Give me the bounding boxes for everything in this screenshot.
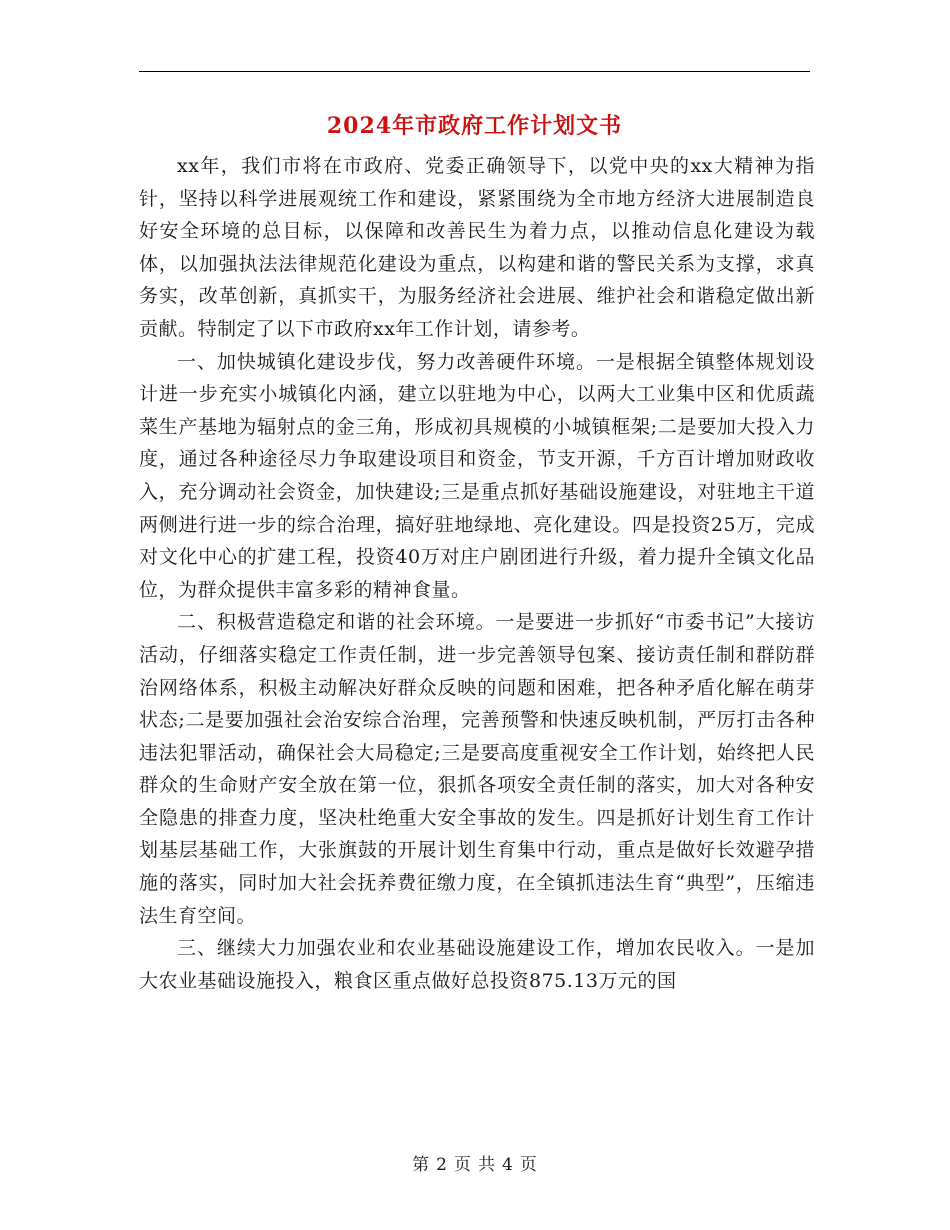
footer-total-unit: 页 xyxy=(519,1155,538,1175)
footer-current-page: 2 xyxy=(436,1155,448,1175)
page-footer xyxy=(0,1153,950,1177)
paragraph-intro: xx年，我们市将在市政府、党委正确领导下，以党中央的xx大精神为指针，坚持以科学进展观统工作和建设，紧紧围绕为全市地方经济大进展制造良好安全环境的总目标，以保障和改善民生为着力点，以推动信息化建设为载体，以加强执法法律规范化建设为重点，以构建和谐的警民关系为支撑，求真务实，改革创新，真抓实干，为服务经济社会进展、维护社会和谐稳定做出新贡献。特制定了以下市政府xx年工作计划，请参考。 xyxy=(139,155,815,340)
document-body xyxy=(139,150,815,997)
footer-total-pages: 4 xyxy=(502,1155,514,1175)
paragraph-section-1: 一、加快城镇化建设步伐，努力改善硬件环境。一是根据全镇整体规划设计进一步充实小城镇化内涵，建立以驻地为中心，以两大工业集中区和优质蔬菜生产基地为辐射点的金三角，形成初具规模的小城镇框架;二是要加大投入力度，通过各种途径尽力争取建设项目和资金，节支开源，千方百计增加财政收入，充分调动社会资金，加快建设;三是重点抓好基础设施建设，对驻地主干道两侧进行进一步的综合治理，搞好驻地绿地、亮化建设。四是投资25万，完成对文化中心的扩建工程，投资40万对庄户剧团进行升级，着力提升全镇文化品位，为群众提供丰富多彩的精神食量。 xyxy=(139,350,815,601)
document-title: 2024年市政府工作计划文书 xyxy=(326,113,623,139)
paragraph-section-3: 三、继续大力加强农业和农业基础设施建设工作，增加农民收入。一是加大农业基础设施投入，粮食区重点做好总投资875.13万元的国 xyxy=(139,937,815,992)
footer-page-label: 第 xyxy=(412,1155,431,1175)
footer-page-unit: 页 xyxy=(454,1155,472,1175)
header-rule xyxy=(139,71,810,72)
footer-total-label: 共 xyxy=(478,1155,496,1175)
paragraph-section-2: 二、积极营造稳定和谐的社会环境。一是要进一步抓好“市委书记”大接访活动，仔细落实稳定工作责任制，进一步完善领导包案、接访责任制和群防群治网络体系，积极主动解决好群众反映的问题和困难，把各种矛盾化解在萌芽状态;二是要加强社会治安综合治理，完善预警和快速反映机制，严厉打击各种违法犯罪活动，确保社会大局稳定;三是要高度重视安全工作计划，始终把人民群众的生命财产安全放在第一位，狠抓各项安全责任制的落实，加大对各种安全隐患的排查力度，坚决杜绝重大安全事故的发生。四是抓好计划生育工作计划基层基础工作，大张旗鼓的开展计划生育集中行动，重点是做好长效避孕措施的落实，同时加大社会抚养费征缴力度，在全镇抓违法生育“典型”，压缩违法生育空间。 xyxy=(139,611,815,927)
